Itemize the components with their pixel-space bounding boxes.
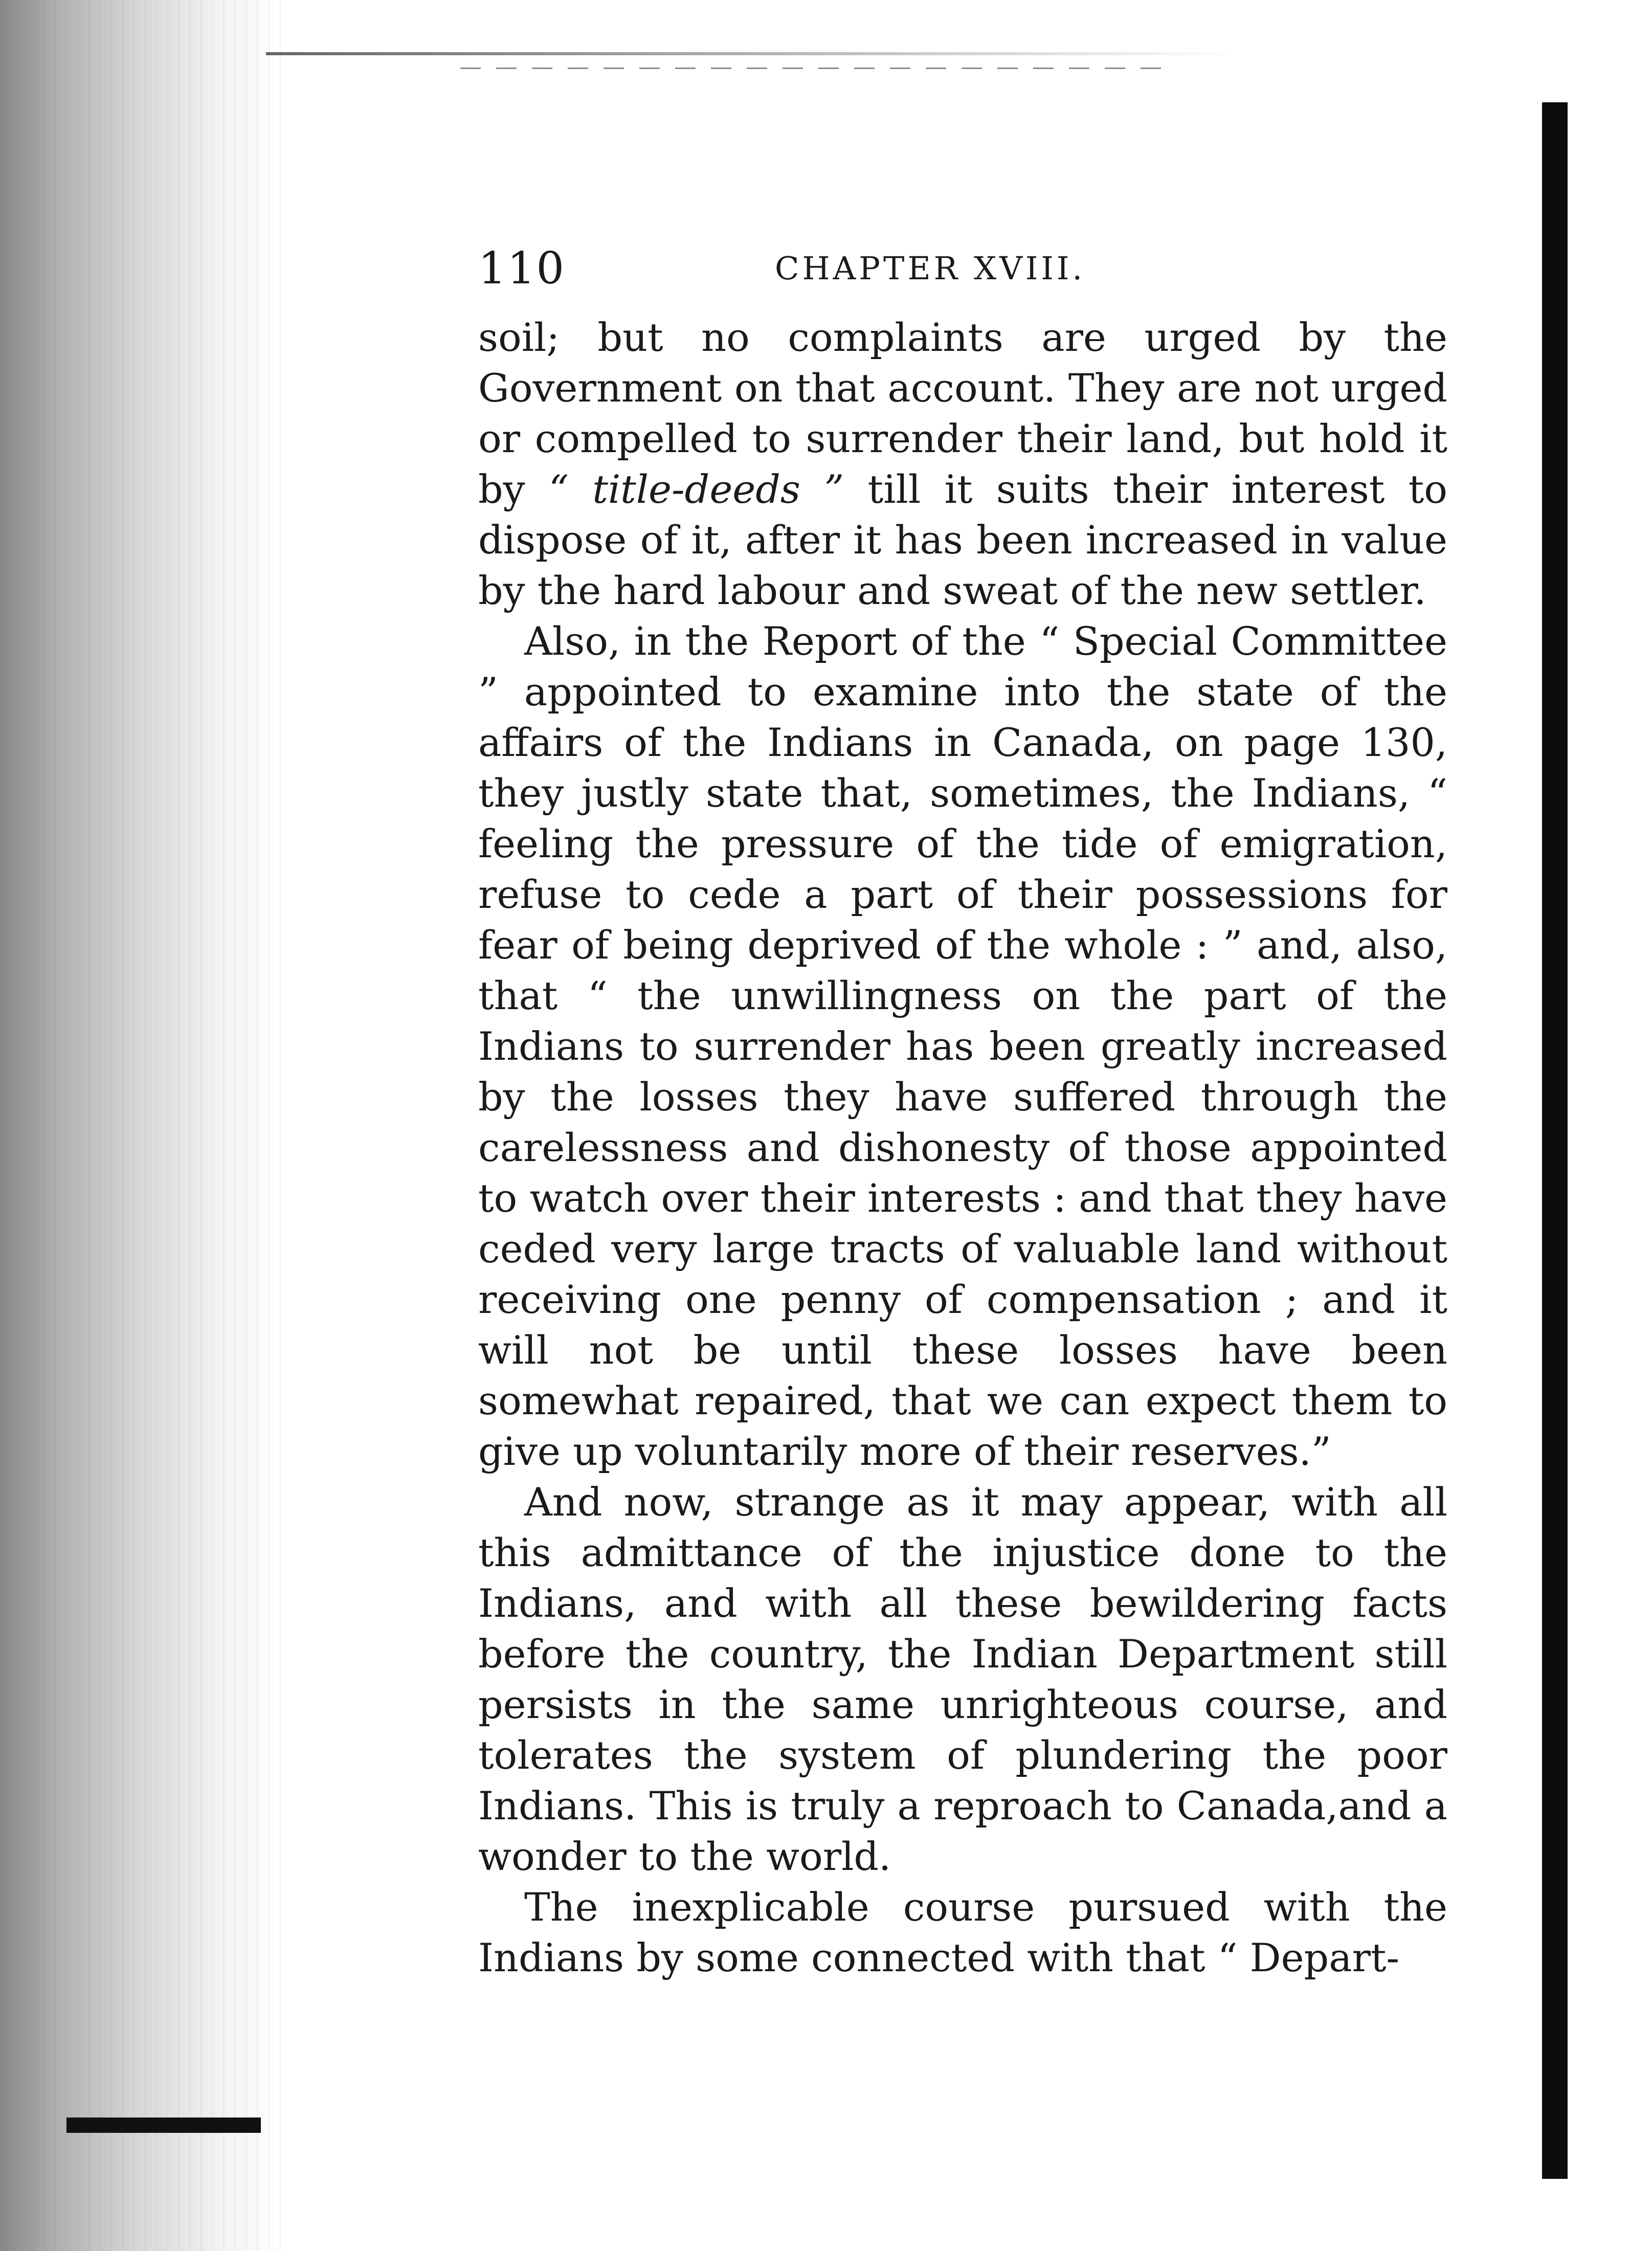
gutter-shadow-bar	[1542, 102, 1568, 2179]
paragraph-1-italic: “ title-deeds ”	[549, 466, 844, 512]
page-number: 110	[478, 243, 566, 294]
paragraph-2: Also, in the Report of the “ Special Committee ” appointed to examine into the state of the affairs of the Indians in Canada, on page 130, they justly state that, sometimes, the Indians, “ feeling the pressure of the tide of emigration, refuse to cede a part of their possessions for fear of being deprived of the whole : ” and, also, that “ the unwillingness on the part of the Indians to surrender has been greatly increased by the losses they have suffered through the carelessness and dishonesty of those appointed to watch over their interests : and that they have ceded very large tracts of valuable land without receiving one penny of compensation ; and it will not be until these losses have been somewhat repaired, that we can expect them to give up voluntarily more of their reserves.”	[478, 618, 1447, 1474]
page-top-rule	[266, 52, 1238, 55]
paragraph-1-after: till it suits their interest to dispose of it, after it has been increased in value by the hard labour and sweat of the new settler.	[478, 466, 1447, 613]
body-text	[478, 312, 1447, 1983]
page-header	[478, 240, 1501, 297]
paragraph-1	[478, 312, 1447, 616]
scanned-page-edge	[0, 0, 286, 2251]
scanned-edge-shadow	[66, 2118, 261, 2133]
paragraph-1-before: soil; but no complaints are urged by the Government on that account. They are not urged or compelled to surrender their land, but hold it by	[478, 315, 1447, 512]
running-head: CHAPTER XVIII.	[775, 250, 1086, 287]
page-top-rule-secondary	[460, 68, 1176, 69]
paragraph-4: The inexplicable course pursued with the Indians by some connected with that “ Depart-	[478, 1884, 1447, 1980]
paragraph-3: And now, strange as it may appear, with all this admittance of the injustice done to the Indians, and with all these bewildering facts before the country, the Indian Department still persists in the same unrighteous course, and tolerates the system of plundering the poor Indians. This is truly a reproach to Canada,and a wonder to the world.	[478, 1479, 1447, 1879]
